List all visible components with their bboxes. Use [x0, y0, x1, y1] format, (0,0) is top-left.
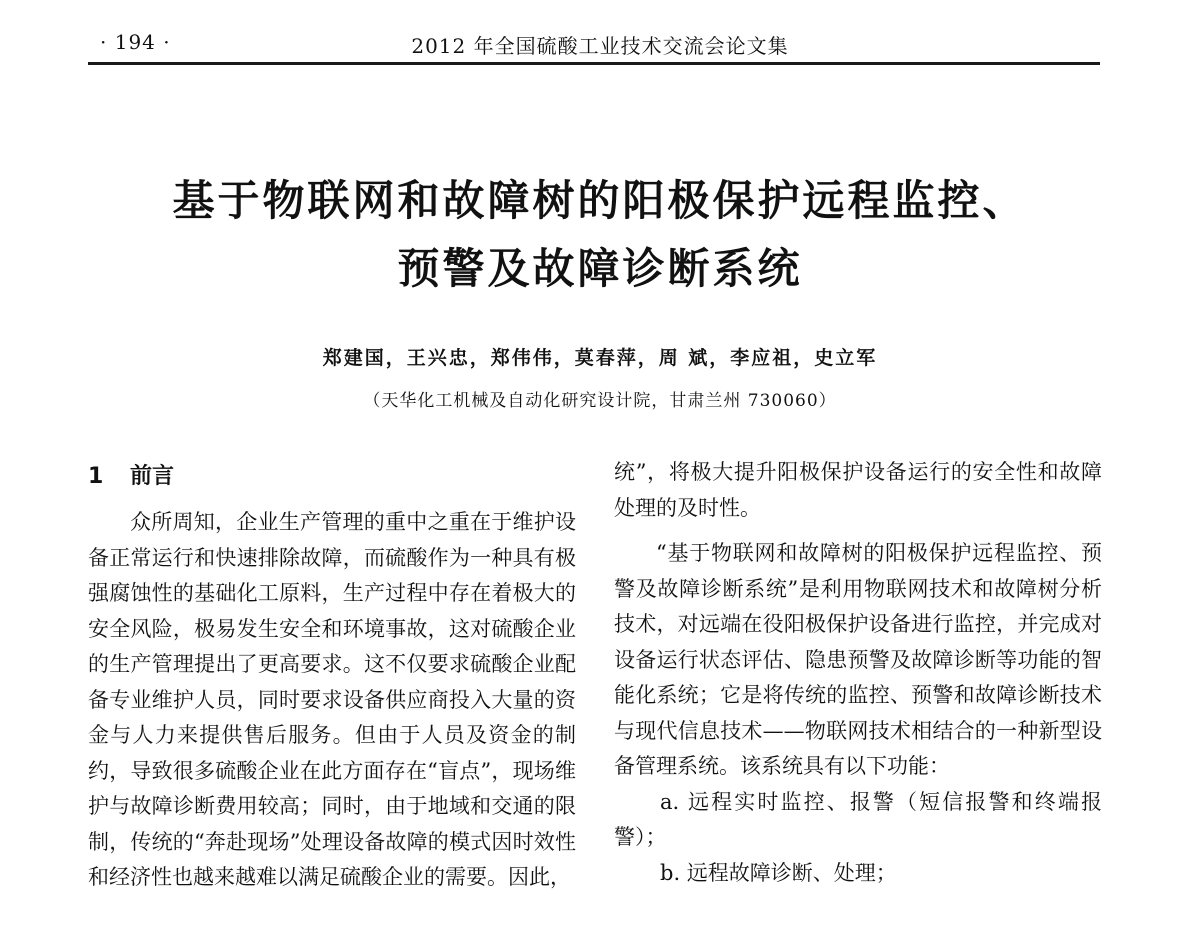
page-number: · 194 ·	[100, 30, 171, 54]
section-heading	[88, 455, 576, 505]
paper-title-line-2: 预警及故障诊断系统	[397, 244, 803, 293]
header-rule	[88, 62, 1100, 65]
page-header	[0, 0, 1200, 70]
continued-paragraph: 统”，将极大提升阳极保护设备运行的安全性和故障处理的及时性。	[614, 460, 1102, 520]
affiliation: （天华化工机械及自动化研究设计院，甘肃兰州 730060）	[363, 391, 837, 411]
intro-paragraph-2: “基于物联网和故障树的阳极保护远程监控、预警及故障诊断系统”是利用物联网技术和故障树分析技术，对远端在役阳极保护设备进行监控，并完成对设备运行状态评估、隐患预警及故障诊断等功能的智能化系统；它是将传统的监控、预警和故障诊断技术与现代信息技术——物联网技术相结合的一种新型设备管理系统。该系统具有以下功能：	[614, 541, 1102, 778]
right-column	[614, 455, 1102, 891]
author-list: 郑建国，王兴忠，郑伟伟，莫春萍，周 斌，李应祖，史立军	[322, 347, 878, 369]
paper-title-line-1: 基于物联网和故障树的阳极保护远程监控、	[172, 176, 1028, 225]
left-column	[88, 455, 576, 896]
function-item-b: b. 远程故障诊断、处理；	[660, 860, 897, 885]
function-item-a: a. 远程实时监控、报警（短信报警和终端报警）；	[614, 789, 1102, 849]
section-number: 1	[88, 464, 104, 489]
section-title: 前言	[130, 464, 175, 489]
intro-paragraph-1: 众所周知，企业生产管理的重中之重在于维护设备正常运行和快速排除故障，而硫酸作为一种具有极强腐蚀性的基础化工原料，生产过程中存在着极大的安全风险，极易发生安全和环境事故，这对硫酸企业的生产管理提出了更高要求。这不仅要求硫酸企业配备专业维护人员，同时要求设备供应商投入大量的资金与人力来提供售后服务。但由于人员及资金的制约，导致很多硫酸企业在此方面存在“盲点”，现场维护与故障诊断费用较高；同时，由于地域和交通的限制，传统的“奔赴现场”处理设备故障的模式因时效性和经济性也越来越难以满足硫酸企业的需要。因此，	[88, 510, 576, 889]
running-title: 2012 年全国硫酸工业技术交流会论文集	[411, 34, 789, 58]
